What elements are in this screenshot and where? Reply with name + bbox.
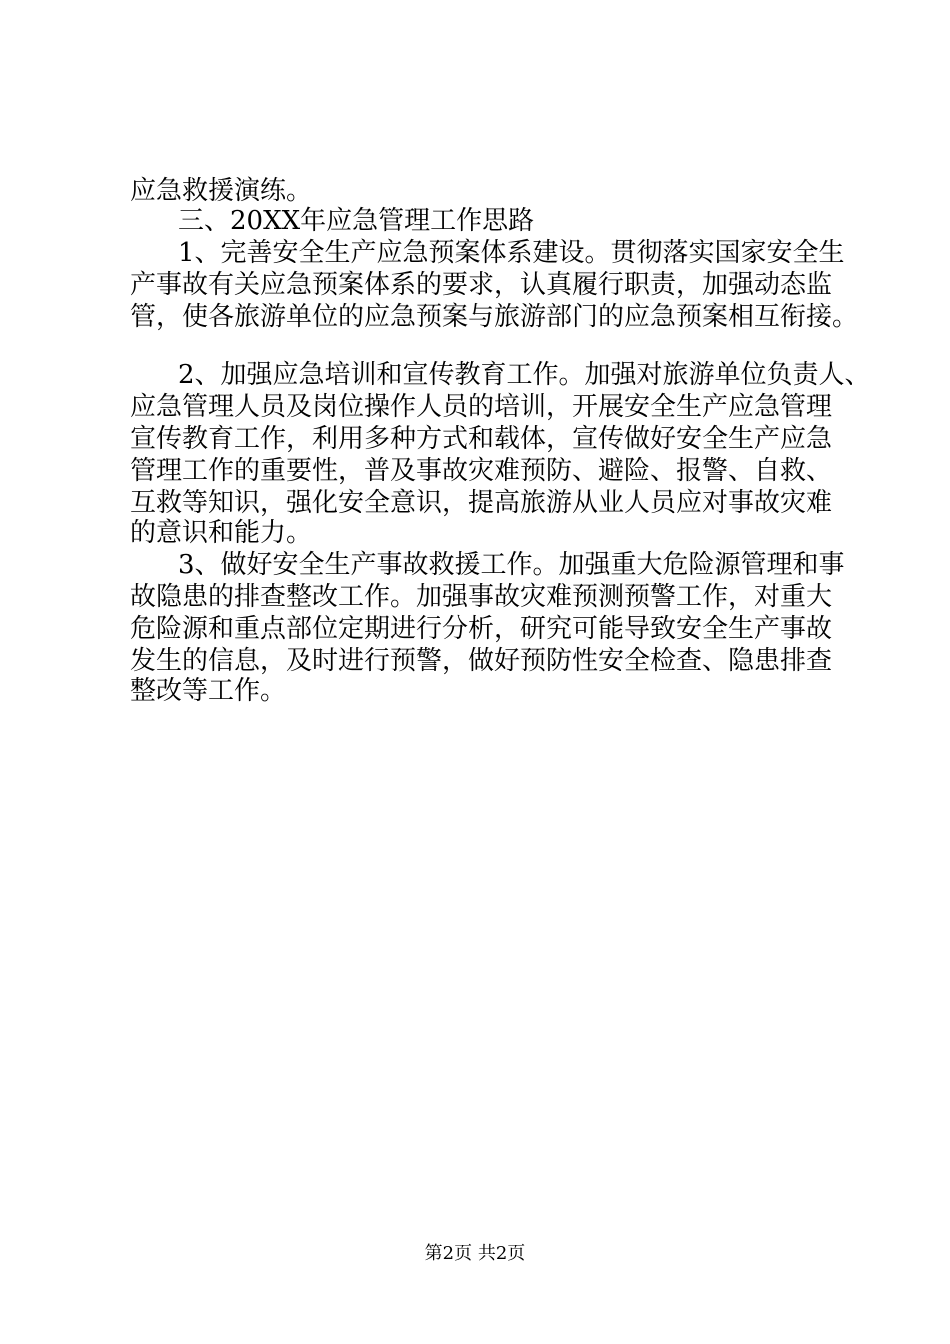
paragraph-line: 发生的信息，及时进行预警，做好预防性安全检查、隐患排查 (130, 646, 833, 676)
paragraph-line: 1、完善安全生产应急预案体系建设。贯彻落实国家安全生 (178, 238, 845, 268)
paragraph-line: 的意识和能力。 (130, 518, 313, 548)
paragraph-line: 管，使各旅游单位的应急预案与旅游部门的应急预案相互衔接。 (130, 302, 859, 332)
paragraph-line: 2、加强应急培训和宣传教育工作。加强对旅游单位负责人、 (178, 360, 871, 390)
paragraph-line: 整改等工作。 (130, 676, 287, 706)
section-heading: 三、20XX年应急管理工作思路 (178, 206, 535, 236)
page-footer: 第2页 共2页 (424, 1243, 526, 1264)
paragraph-line: 产事故有关应急预案体系的要求，认真履行职责，加强动态监 (130, 270, 833, 300)
paragraph-line: 危险源和重点部位定期进行分析，研究可能导致安全生产事故 (130, 614, 833, 644)
paragraph-line: 故隐患的排查整改工作。加强事故灾难预测预警工作，对重大 (130, 582, 833, 612)
paragraph-line: 应急救援演练。 (130, 176, 313, 206)
paragraph-line: 应急管理人员及岗位操作人员的培训，开展安全生产应急管理 (130, 392, 833, 422)
paragraph-line: 互救等知识，强化安全意识，提高旅游从业人员应对事故灾难 (130, 488, 833, 518)
paragraph-line: 3、做好安全生产事故救援工作。加强重大危险源管理和事 (178, 550, 845, 580)
paragraph-line: 管理工作的重要性，普及事故灾难预防、避险、报警、自救、 (130, 456, 833, 486)
paragraph-line: 宣传教育工作，利用多种方式和载体，宣传做好安全生产应急 (130, 424, 833, 454)
